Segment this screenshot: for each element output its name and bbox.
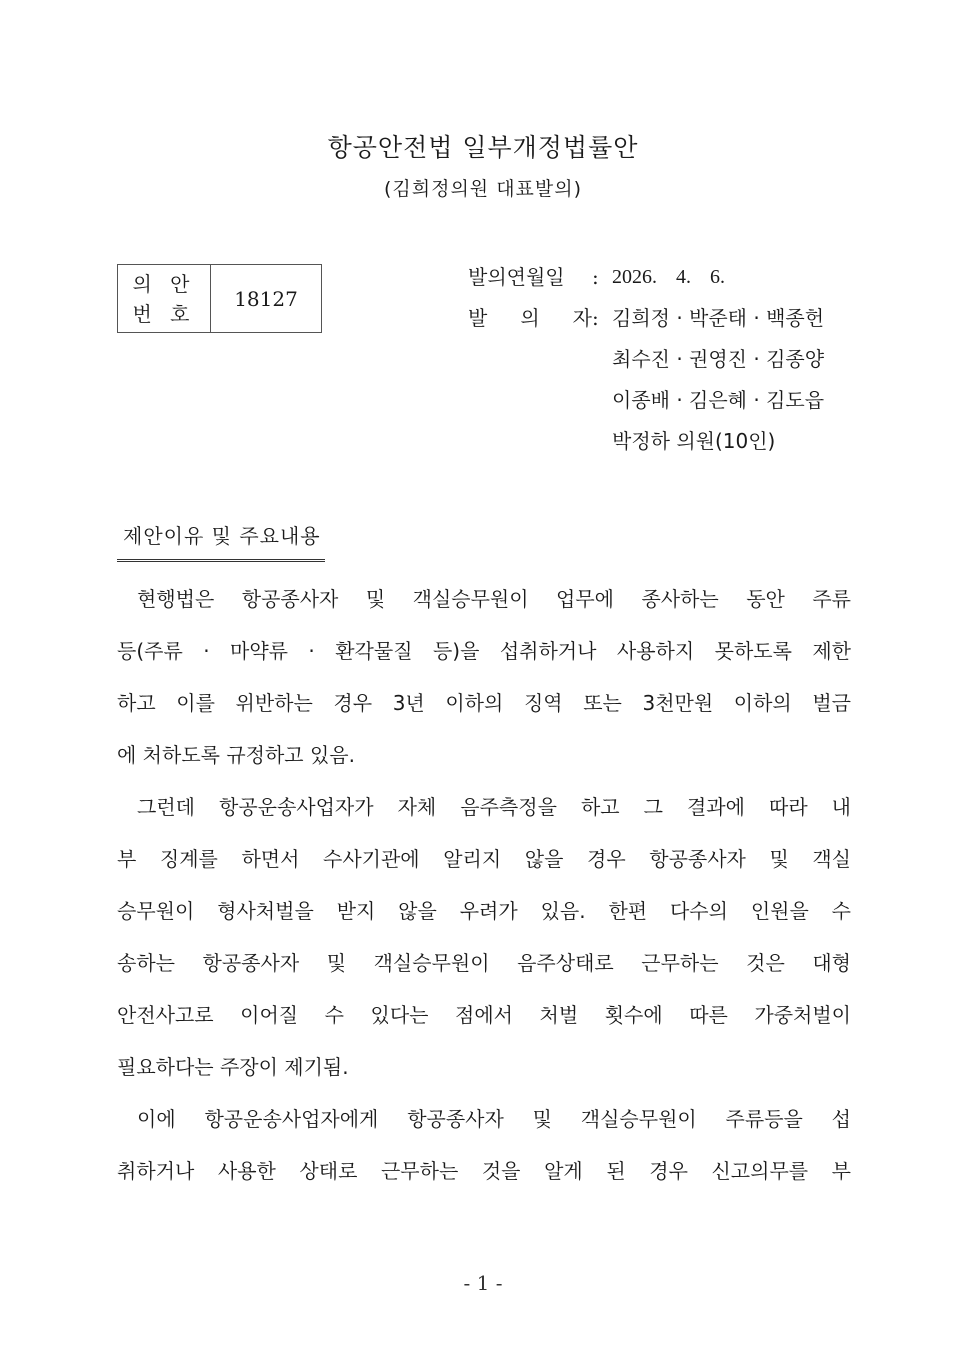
- body-line: 이에 항공운송사업자에게 항공종사자 및 객실승무원이 주류등을 섭: [137, 1107, 851, 1131]
- proposer-row: [468, 385, 824, 426]
- document-title: 항공안전법 일부개정법률안: [327, 133, 639, 162]
- bill-label-line1: 의 안: [132, 271, 196, 296]
- proposal-date-separator: :: [592, 265, 599, 289]
- proposal-date-value: 2026. 4. 6.: [612, 266, 725, 288]
- proposer-names: 이종배 · 김은혜 · 김도읍: [612, 388, 825, 412]
- body-line: 승무원이 형사처벌을 받지 않을 우려가 있음. 한편 다수의 인원을 수: [117, 899, 851, 923]
- bill-label-line2: 번 호: [132, 301, 196, 326]
- bill-number-value: 18127: [234, 286, 298, 311]
- body-line: 에 처하도록 규정하고 있음.: [117, 743, 355, 767]
- section-body: [117, 581, 851, 1205]
- body-line: 그런데 항공운송사업자가 자체 음주측정을 하고 그 결과에 따라 내: [137, 795, 851, 819]
- body-line: 현행법은 항공종사자 및 객실승무원이 업무에 종사하는 동안 주류: [137, 587, 851, 611]
- proposal-info: [468, 262, 824, 467]
- proposer-row: [468, 426, 824, 467]
- body-line: 하고 이를 위반하는 경우 3년 이하의 징역 또는 3천만원 이하의 벌금: [117, 691, 851, 715]
- proposal-date-row: [468, 262, 824, 303]
- proposer-label-char: 발: [468, 306, 488, 330]
- proposal-date-label: 발의연월일: [468, 265, 565, 289]
- proposer-names: 박정하 의원(10인): [612, 429, 776, 453]
- proposer-names: 최수진 · 권영진 · 김종양: [612, 347, 825, 371]
- proposer-row: [468, 344, 824, 385]
- body-line: 등(주류 · 마약류 · 환각물질 등)을 섭취하거나 사용하지 못하도록 제한: [117, 639, 851, 663]
- proposer-separator: :: [592, 306, 599, 330]
- document-subtitle: (김희정의원 대표발의): [383, 178, 583, 200]
- body-line: 필요하다는 주장이 제기됨.: [117, 1055, 349, 1079]
- proposer-label-char: 의: [520, 306, 540, 330]
- body-line: 안전사고로 이어질 수 있다는 점에서 처벌 횟수에 따른 가중처벌이: [117, 1003, 851, 1027]
- section-heading: 제안이유 및 주요내용: [117, 520, 325, 562]
- proposer-label: [468, 303, 592, 344]
- body-line: 부 징계를 하면서 수사기관에 알리지 않을 경우 항공종사자 및 객실: [117, 847, 851, 871]
- bill-number-box: [117, 264, 322, 333]
- proposer-label-char: 자: [572, 306, 592, 330]
- body-line: 취하거나 사용한 상태로 근무하는 것을 알게 된 경우 신고의무를 부: [117, 1159, 851, 1183]
- proposer-row: [468, 303, 824, 344]
- bill-number-label: [118, 265, 211, 332]
- proposer-names: 김희정 · 박준태 · 백종헌: [612, 306, 825, 330]
- body-line: 송하는 항공종사자 및 객실승무원이 음주상태로 근무하는 것은 대형: [117, 951, 851, 975]
- page-number: - 1 -: [463, 1271, 503, 1295]
